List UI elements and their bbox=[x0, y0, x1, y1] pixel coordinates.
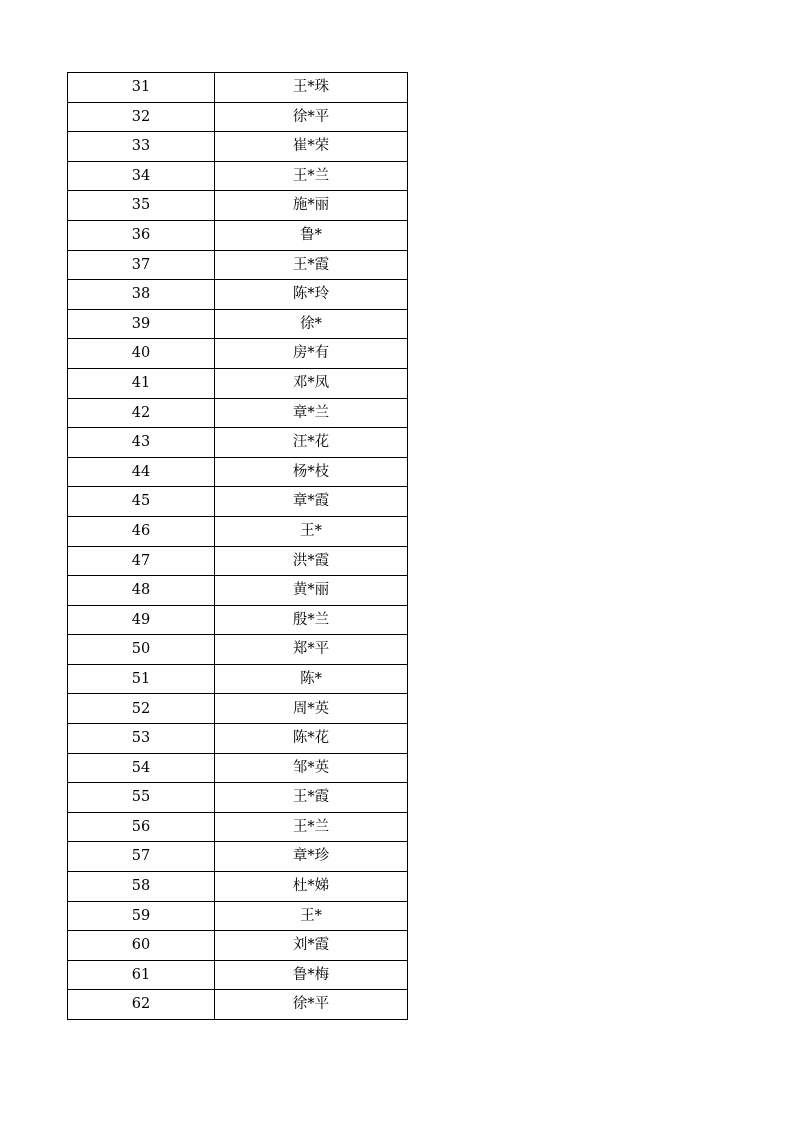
table-row bbox=[68, 901, 408, 931]
person-name-cell: 王*珠 bbox=[215, 73, 408, 103]
row-number-cell: 43 bbox=[68, 428, 215, 458]
row-number-cell: 56 bbox=[68, 812, 215, 842]
table-row bbox=[68, 990, 408, 1020]
row-number-cell: 31 bbox=[68, 73, 215, 103]
row-number-cell: 58 bbox=[68, 872, 215, 902]
row-number-cell: 57 bbox=[68, 842, 215, 872]
row-number-cell: 41 bbox=[68, 368, 215, 398]
row-number-cell: 37 bbox=[68, 250, 215, 280]
table-row bbox=[68, 309, 408, 339]
table-row bbox=[68, 220, 408, 250]
table-row bbox=[68, 812, 408, 842]
table-row bbox=[68, 339, 408, 369]
row-number-cell: 48 bbox=[68, 576, 215, 606]
row-number-cell: 52 bbox=[68, 694, 215, 724]
table-row bbox=[68, 102, 408, 132]
table-row bbox=[68, 842, 408, 872]
row-number-cell: 32 bbox=[68, 102, 215, 132]
person-name-cell: 施*丽 bbox=[215, 191, 408, 221]
table-row bbox=[68, 576, 408, 606]
table-row bbox=[68, 753, 408, 783]
row-number-cell: 50 bbox=[68, 635, 215, 665]
table-row bbox=[68, 191, 408, 221]
table-row bbox=[68, 872, 408, 902]
person-name-cell: 陈*花 bbox=[215, 724, 408, 754]
table-row bbox=[68, 368, 408, 398]
person-name-cell: 周*英 bbox=[215, 694, 408, 724]
person-name-cell: 殷*兰 bbox=[215, 605, 408, 635]
person-name-cell: 王* bbox=[215, 901, 408, 931]
person-name-cell: 鲁* bbox=[215, 220, 408, 250]
row-number-cell: 34 bbox=[68, 161, 215, 191]
person-name-cell: 房*有 bbox=[215, 339, 408, 369]
person-name-cell: 洪*霞 bbox=[215, 546, 408, 576]
table-row bbox=[68, 635, 408, 665]
row-number-cell: 53 bbox=[68, 724, 215, 754]
row-number-cell: 33 bbox=[68, 132, 215, 162]
row-number-cell: 55 bbox=[68, 783, 215, 813]
person-name-cell: 崔*荣 bbox=[215, 132, 408, 162]
table-row bbox=[68, 546, 408, 576]
row-number-cell: 54 bbox=[68, 753, 215, 783]
table-row bbox=[68, 724, 408, 754]
table-row bbox=[68, 605, 408, 635]
row-number-cell: 36 bbox=[68, 220, 215, 250]
row-number-cell: 47 bbox=[68, 546, 215, 576]
table-row bbox=[68, 487, 408, 517]
person-name-cell: 郑*平 bbox=[215, 635, 408, 665]
person-name-cell: 王*霞 bbox=[215, 250, 408, 280]
person-name-cell: 徐* bbox=[215, 309, 408, 339]
person-name-cell: 章*霞 bbox=[215, 487, 408, 517]
person-name-cell: 汪*花 bbox=[215, 428, 408, 458]
person-name-cell: 王* bbox=[215, 516, 408, 546]
row-number-cell: 38 bbox=[68, 280, 215, 310]
roster-table-body bbox=[68, 73, 408, 1020]
table-row bbox=[68, 694, 408, 724]
person-name-cell: 王*兰 bbox=[215, 812, 408, 842]
person-name-cell: 杜*娣 bbox=[215, 872, 408, 902]
row-number-cell: 61 bbox=[68, 960, 215, 990]
row-number-cell: 45 bbox=[68, 487, 215, 517]
row-number-cell: 46 bbox=[68, 516, 215, 546]
row-number-cell: 44 bbox=[68, 457, 215, 487]
person-name-cell: 章*珍 bbox=[215, 842, 408, 872]
row-number-cell: 49 bbox=[68, 605, 215, 635]
table-row bbox=[68, 280, 408, 310]
person-name-cell: 陈*玲 bbox=[215, 280, 408, 310]
table-row bbox=[68, 161, 408, 191]
row-number-cell: 40 bbox=[68, 339, 215, 369]
person-name-cell: 徐*平 bbox=[215, 990, 408, 1020]
row-number-cell: 60 bbox=[68, 931, 215, 961]
row-number-cell: 42 bbox=[68, 398, 215, 428]
person-name-cell: 王*兰 bbox=[215, 161, 408, 191]
row-number-cell: 35 bbox=[68, 191, 215, 221]
person-name-cell: 章*兰 bbox=[215, 398, 408, 428]
person-name-cell: 王*霞 bbox=[215, 783, 408, 813]
person-name-cell: 邓*凤 bbox=[215, 368, 408, 398]
table-row bbox=[68, 960, 408, 990]
person-name-cell: 徐*平 bbox=[215, 102, 408, 132]
table-row bbox=[68, 73, 408, 103]
person-name-cell: 邹*英 bbox=[215, 753, 408, 783]
person-name-cell: 鲁*梅 bbox=[215, 960, 408, 990]
person-name-cell: 刘*霞 bbox=[215, 931, 408, 961]
roster-table bbox=[67, 72, 408, 1020]
table-row bbox=[68, 132, 408, 162]
person-name-cell: 黄*丽 bbox=[215, 576, 408, 606]
table-row bbox=[68, 664, 408, 694]
row-number-cell: 62 bbox=[68, 990, 215, 1020]
table-row bbox=[68, 783, 408, 813]
table-row bbox=[68, 398, 408, 428]
table-row bbox=[68, 931, 408, 961]
row-number-cell: 39 bbox=[68, 309, 215, 339]
table-row bbox=[68, 457, 408, 487]
person-name-cell: 陈* bbox=[215, 664, 408, 694]
table-row bbox=[68, 428, 408, 458]
table-row bbox=[68, 516, 408, 546]
person-name-cell: 杨*枝 bbox=[215, 457, 408, 487]
row-number-cell: 59 bbox=[68, 901, 215, 931]
table-row bbox=[68, 250, 408, 280]
row-number-cell: 51 bbox=[68, 664, 215, 694]
